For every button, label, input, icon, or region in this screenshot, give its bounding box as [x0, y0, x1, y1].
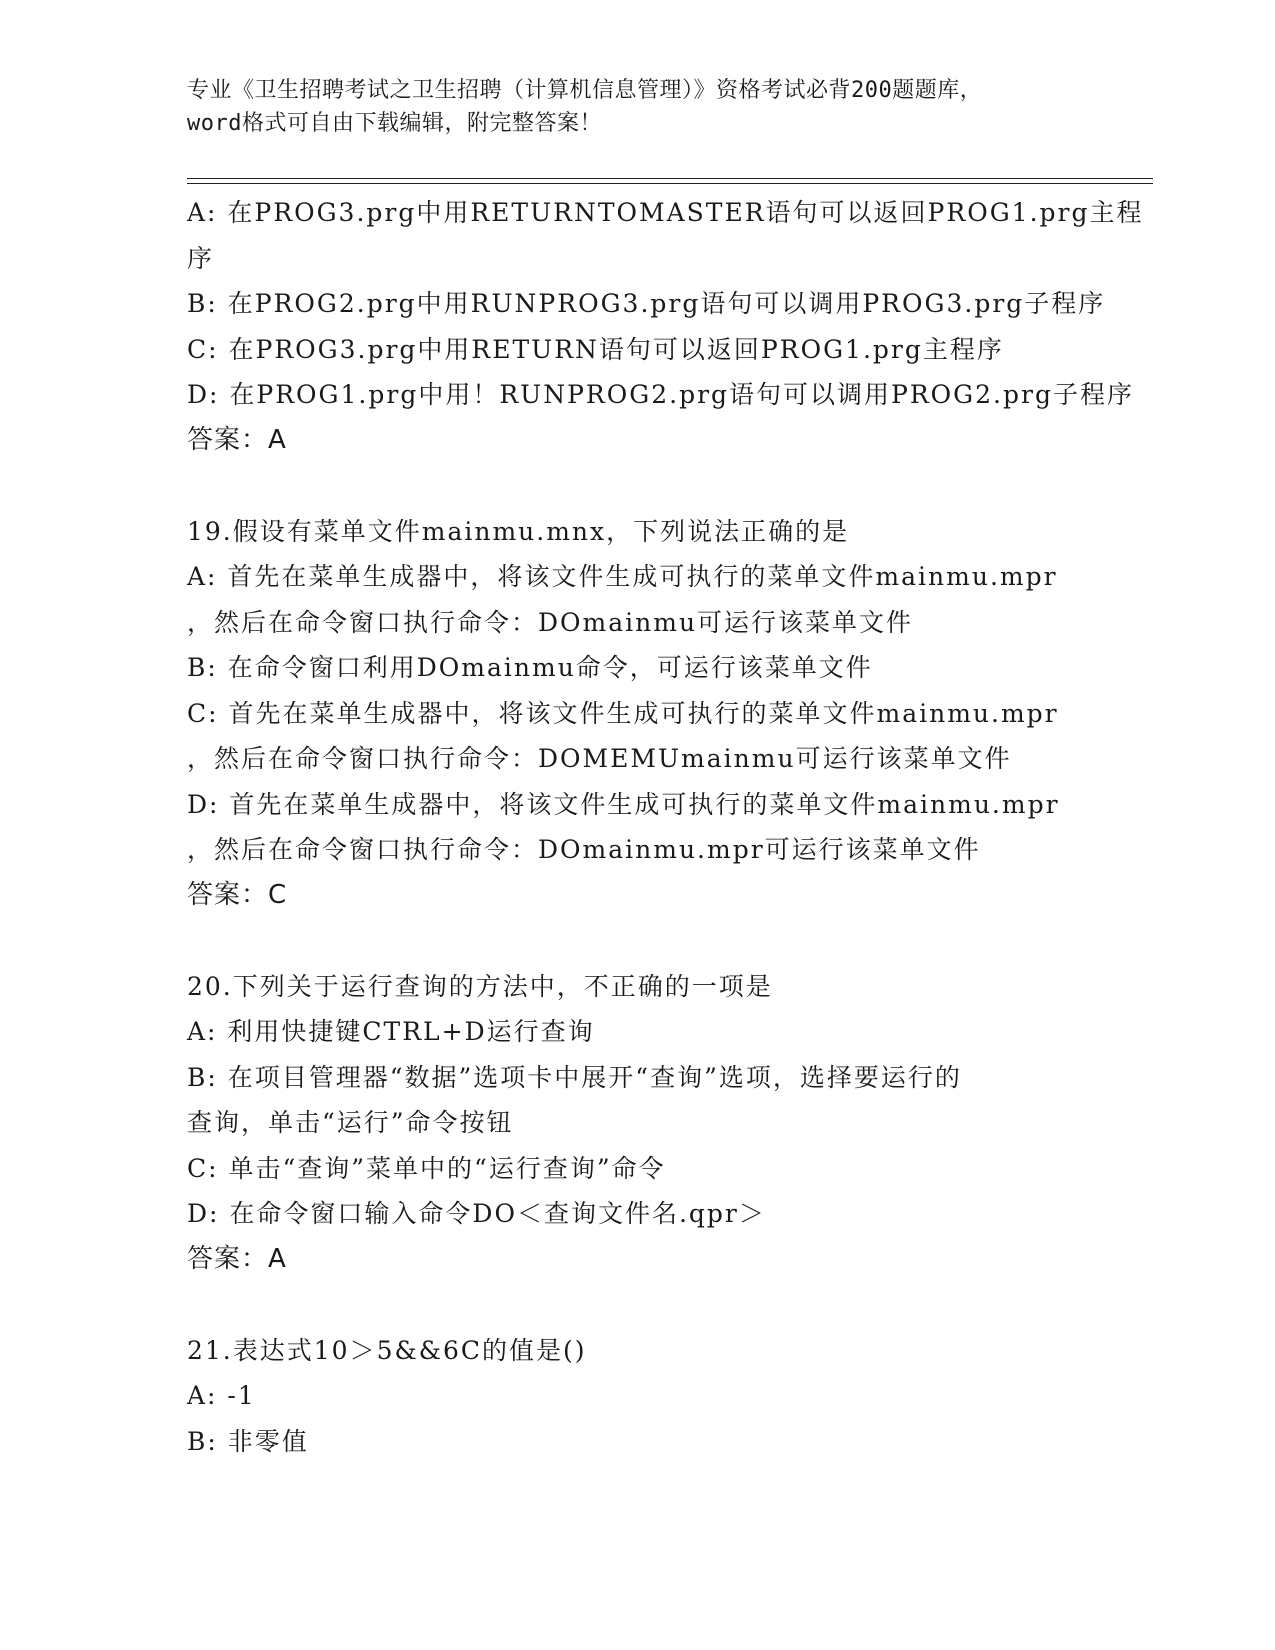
- q18-option-b: B: 在PROG2.prg中用RUNPROG3.prg语句可以调用PROG3.prg子程序: [187, 289, 1106, 318]
- q20-option-a: A: 利用快捷键CTRL+D运行查询: [187, 1017, 595, 1046]
- question-content: [187, 190, 1144, 1464]
- question-18-block: [187, 190, 1144, 463]
- q19-answer: 答案：C: [187, 879, 288, 910]
- question-20-block: [187, 964, 1087, 1283]
- header-divider-top: [187, 178, 1153, 179]
- q18-option-c: C: 在PROG3.prg中用RETURN语句可以返回PROG1.prg主程序: [187, 334, 1004, 364]
- q18-option-a-line2: 序: [187, 243, 215, 273]
- header-title-line1: 专业《卫生招聘考试之卫生招聘（计算机信息管理）》资格考试必背200题题库，: [187, 78, 983, 103]
- q19-option-c-line2: ，然后在命令窗口执行命令：DOMEMUmainmu可运行该菜单文件: [187, 744, 1012, 773]
- q21-question: 21.表达式10＞5&&6C的值是(): [187, 1335, 587, 1365]
- q18-option-a-line1: A: 在PROG3.prg中用RETURNTOMASTER语句可以返回PROG1.prg主程: [187, 198, 1144, 227]
- q19-option-b: B: 在命令窗口利用DOmainmu命令，可运行该菜单文件: [187, 653, 873, 682]
- spacer: [187, 1282, 1087, 1328]
- q20-option-b-line1: B: 在项目管理器“数据”选项卡中展开“查询”选项，选择要运行的: [187, 1062, 962, 1092]
- q18-option-d: D: 在PROG1.prg中用！RUNPROG2.prg语句可以调用PROG2.prg子程序: [187, 380, 1134, 409]
- q20-question: 20.下列关于运行查询的方法中，不正确的一项是: [187, 971, 773, 1001]
- q20-option-c: C: 单击“查询”菜单中的“运行查询”命令: [187, 1153, 666, 1183]
- document-header: [187, 74, 1087, 140]
- q18-answer: 答案：A: [187, 424, 287, 455]
- spacer: [187, 463, 1087, 509]
- q20-option-b-line2: 查询，单击“运行”命令按钮: [187, 1108, 514, 1137]
- q19-option-d-line2: ，然后在命令窗口执行命令：DOmainmu.mpr可运行该菜单文件: [187, 835, 981, 864]
- q21-option-a: A: -1: [187, 1381, 256, 1410]
- question-21-block: [187, 1328, 1087, 1465]
- q21-option-b: B: 非零值: [187, 1426, 309, 1456]
- q20-answer: 答案：A: [187, 1243, 287, 1274]
- q20-option-d: D: 在命令窗口输入命令DO＜查询文件名.qpr＞: [187, 1199, 766, 1228]
- header-title-line2: word格式可自由下载编辑，附完整答案！: [187, 111, 602, 136]
- header-divider-bottom: [187, 183, 1153, 184]
- spacer: [187, 918, 1087, 964]
- question-19-block: [187, 509, 1087, 919]
- q19-option-a-line1: A: 首先在菜单生成器中，将该文件生成可执行的菜单文件mainmu.mpr: [187, 562, 1058, 591]
- q19-option-d-line1: D: 首先在菜单生成器中，将该文件生成可执行的菜单文件mainmu.mpr: [187, 789, 1060, 819]
- q19-option-c-line1: C: 首先在菜单生成器中，将该文件生成可执行的菜单文件mainmu.mpr: [187, 698, 1059, 728]
- q19-question: 19.假设有菜单文件mainmu.mnx，下列说法正确的是: [187, 516, 850, 546]
- q19-option-a-line2: ，然后在命令窗口执行命令：DOmainmu可运行该菜单文件: [187, 607, 914, 637]
